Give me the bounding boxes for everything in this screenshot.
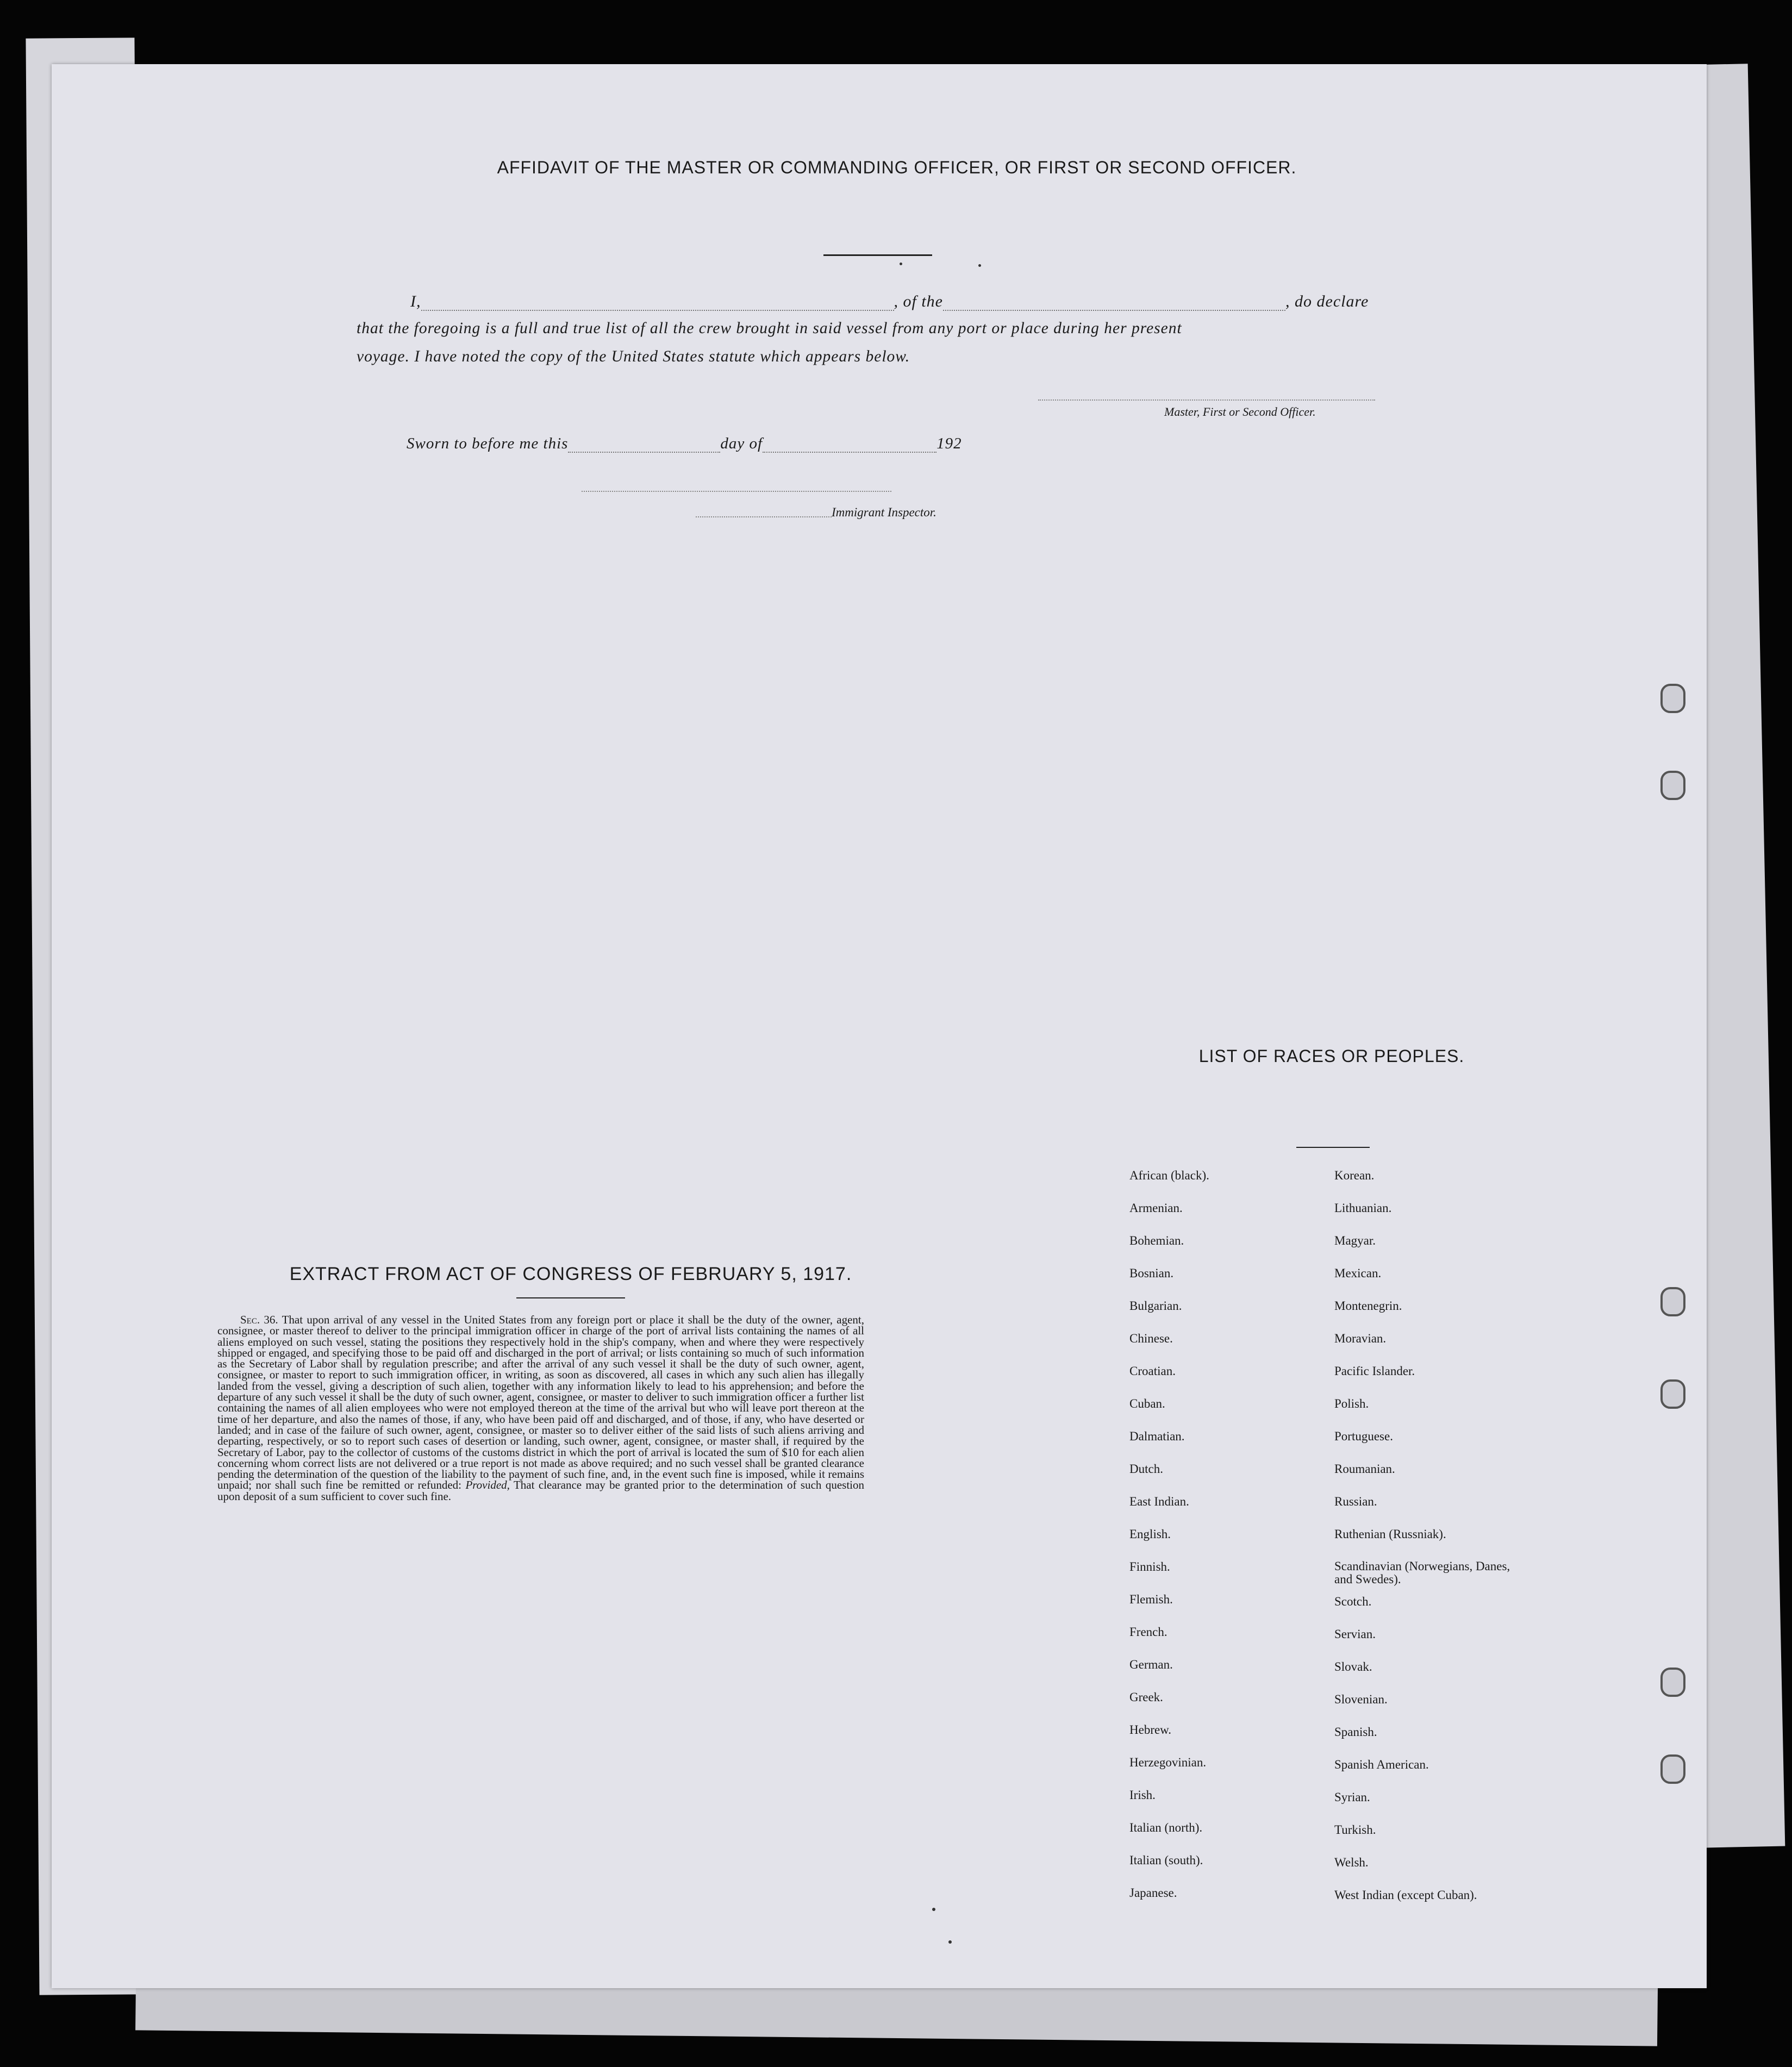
race-item: Flemish. — [1129, 1593, 1173, 1606]
race-item: Korean. — [1334, 1169, 1375, 1182]
race-item: Mexican. — [1334, 1266, 1382, 1280]
race-item: East Indian. — [1129, 1495, 1189, 1508]
sworn-label: Sworn to before me this — [407, 435, 569, 452]
race-item: Montenegrin. — [1334, 1299, 1402, 1313]
extract-text-part-2: That clearance may be granted prior to the determination of such question upon deposit of a sum sufficient to cover such fine. — [217, 1478, 864, 1503]
race-item: Magyar. — [1334, 1234, 1376, 1247]
year-label: 192 — [936, 435, 962, 452]
race-item: Italian (south). — [1129, 1853, 1203, 1867]
scan-speck — [948, 1940, 952, 1944]
race-item: Japanese. — [1129, 1886, 1177, 1900]
of-the-label: , of the — [894, 292, 943, 310]
race-item: Cuban. — [1129, 1397, 1165, 1410]
race-item: Armenian. — [1129, 1201, 1183, 1215]
inspector-signature-line-lower — [696, 516, 832, 517]
race-item: Scandinavian (Norwegians, Danes, and Swedes). — [1334, 1559, 1510, 1586]
day-of-label: day of — [720, 435, 763, 452]
race-item: Russian. — [1334, 1495, 1377, 1508]
binder-hole-icon — [1660, 684, 1685, 713]
race-item: Greek. — [1129, 1690, 1163, 1704]
race-item: African (black). — [1129, 1169, 1209, 1182]
master-caption: Master, First or Second Officer. — [1164, 405, 1316, 419]
affidavit-title: AFFIDAVIT OF THE MASTER OR COMMANDING OFFICER, OR FIRST OR SECOND OFFICER. — [497, 158, 1297, 177]
race-item: Spanish. — [1334, 1725, 1377, 1739]
name-blank[interactable] — [421, 310, 894, 311]
race-item: Irish. — [1129, 1788, 1156, 1802]
races-title: LIST OF RACES OR PEOPLES. — [1198, 1046, 1465, 1066]
scan-speck — [932, 1908, 935, 1911]
race-item: Pacific Islander. — [1334, 1364, 1415, 1378]
do-declare-label: , do declare — [1285, 292, 1369, 310]
races-column-2 — [1334, 1169, 1530, 1921]
race-item: Lithuanian. — [1334, 1201, 1392, 1215]
race-item: French. — [1129, 1625, 1167, 1639]
provided-label: Provided, — [465, 1478, 510, 1492]
binder-hole-icon — [1660, 1379, 1685, 1409]
race-item: Turkish. — [1334, 1823, 1376, 1837]
race-item: Bosnian. — [1129, 1266, 1174, 1280]
binder-hole-icon — [1660, 1754, 1685, 1784]
master-signature-line[interactable] — [1038, 399, 1375, 401]
binder-hole-icon — [1660, 1668, 1685, 1697]
race-item: Bohemian. — [1129, 1234, 1184, 1247]
race-item: Slovak. — [1334, 1660, 1372, 1673]
binder-hole-icon — [1660, 771, 1685, 800]
affidavit-line-1 — [410, 292, 1369, 311]
race-item: German. — [1129, 1658, 1173, 1671]
affidavit-line-3: voyage. I have noted the copy of the United States statute which appears below. — [357, 348, 910, 365]
race-item: Italian (north). — [1129, 1821, 1203, 1834]
sworn-month-blank[interactable] — [763, 452, 936, 453]
extract-title-rule — [516, 1297, 625, 1298]
affidavit-line-2: that the foregoing is a full and true list of all the crew brought in said vessel from any port or place during her present — [357, 320, 1182, 337]
race-item: Finnish. — [1129, 1560, 1170, 1573]
race-item: Hebrew. — [1129, 1723, 1172, 1737]
race-item: Servian. — [1334, 1627, 1376, 1641]
scan-speck — [978, 264, 981, 267]
extract-body — [217, 1314, 864, 1502]
section-label: Sec. 36. — [240, 1313, 278, 1326]
extract-title: EXTRACT FROM ACT OF CONGRESS OF FEBRUARY 5, 1917. — [289, 1264, 852, 1284]
inspector-caption: Immigrant Inspector. — [832, 505, 936, 519]
race-item: Roumanian. — [1334, 1462, 1395, 1476]
vessel-blank[interactable] — [943, 310, 1285, 311]
race-item: Scotch. — [1334, 1595, 1372, 1608]
inspector-signature-line-upper[interactable] — [582, 491, 891, 492]
race-item: Polish. — [1334, 1397, 1369, 1410]
sworn-day-blank[interactable] — [568, 452, 720, 453]
races-column-1 — [1129, 1169, 1209, 1919]
race-item: West Indian (except Cuban). — [1334, 1888, 1477, 1902]
race-item: Herzegovinian. — [1129, 1756, 1207, 1769]
race-item: Spanish American. — [1334, 1758, 1429, 1771]
race-item: Dutch. — [1129, 1462, 1163, 1476]
i-label: I, — [410, 292, 421, 310]
extract-text-part-1: That upon arrival of any vessel in the United States from any foreign port or place it shall be the duty of the owner, agent, consignee, or master thereof to deliver to the principal immigration officer in charge of the port of arrival lists containing the names of all aliens employed on such vessel, stating the positions they respectively hold in the ship's company, when and where they were respectively shipped or engaged, and specifying those to be paid off and discharged in the port of arrival; or lists containing so much of such information as the Secretary of Labor shall by regulation prescribe; and after the arrival of any such vessel it shall be the duty of such owner, agent, consignee, or master to report to such immigration officer, in writing, as soon as discovered, all cases in which any such alien has illegally landed from the vessel, giving a description of such alien, together with any information likely to lead to his apprehension; and before the departure of any such vessel it shall be the duty of such owner, agent, consignee, or master to deliver to such immigration officer a further list containing the names of all alien employees who were not employed thereon at the time of the arrival but who will leave port thereon at the time of her departure, and also the names of those, if any, who have been paid off and discharged, and of those, if any, who have deserted or landed; and in case of the failure of such owner, agent, consignee, or master so to deliver either of the said lists of such aliens arriving and departing, respectively, or so to report such cases of desertion or landing, such owner, agent, consignee, or master shall, if required by the Secretary of Labor, pay to the collector of customs of the customs district in which the port of arrival is located the sum of $10 for each alien concerning whom correct lists are not delivered or a true report is not made as above required; and no such vessel shall be granted clearance pending the determination of the question of the liability to the payment of such fine, and, in the event such fine is imposed, while it remains unpaid; nor shall such fine be remitted or refunded: — [217, 1313, 864, 1492]
sworn-line — [407, 435, 962, 453]
race-item: English. — [1129, 1527, 1171, 1541]
race-item: Moravian. — [1334, 1332, 1387, 1345]
race-item: Chinese. — [1129, 1332, 1173, 1345]
races-title-rule — [1296, 1147, 1370, 1148]
race-item: Dalmatian. — [1129, 1429, 1185, 1443]
race-item: Bulgarian. — [1129, 1299, 1182, 1313]
race-item: Portuguese. — [1334, 1429, 1393, 1443]
title-rule — [823, 254, 932, 256]
scan-speck — [900, 263, 902, 265]
race-item: Croatian. — [1129, 1364, 1176, 1378]
binder-hole-icon — [1660, 1287, 1685, 1316]
race-item: Welsh. — [1334, 1856, 1369, 1869]
race-item: Syrian. — [1334, 1790, 1370, 1804]
race-item: Slovenian. — [1334, 1693, 1388, 1706]
race-item: Ruthenian (Russniak). — [1334, 1527, 1446, 1541]
